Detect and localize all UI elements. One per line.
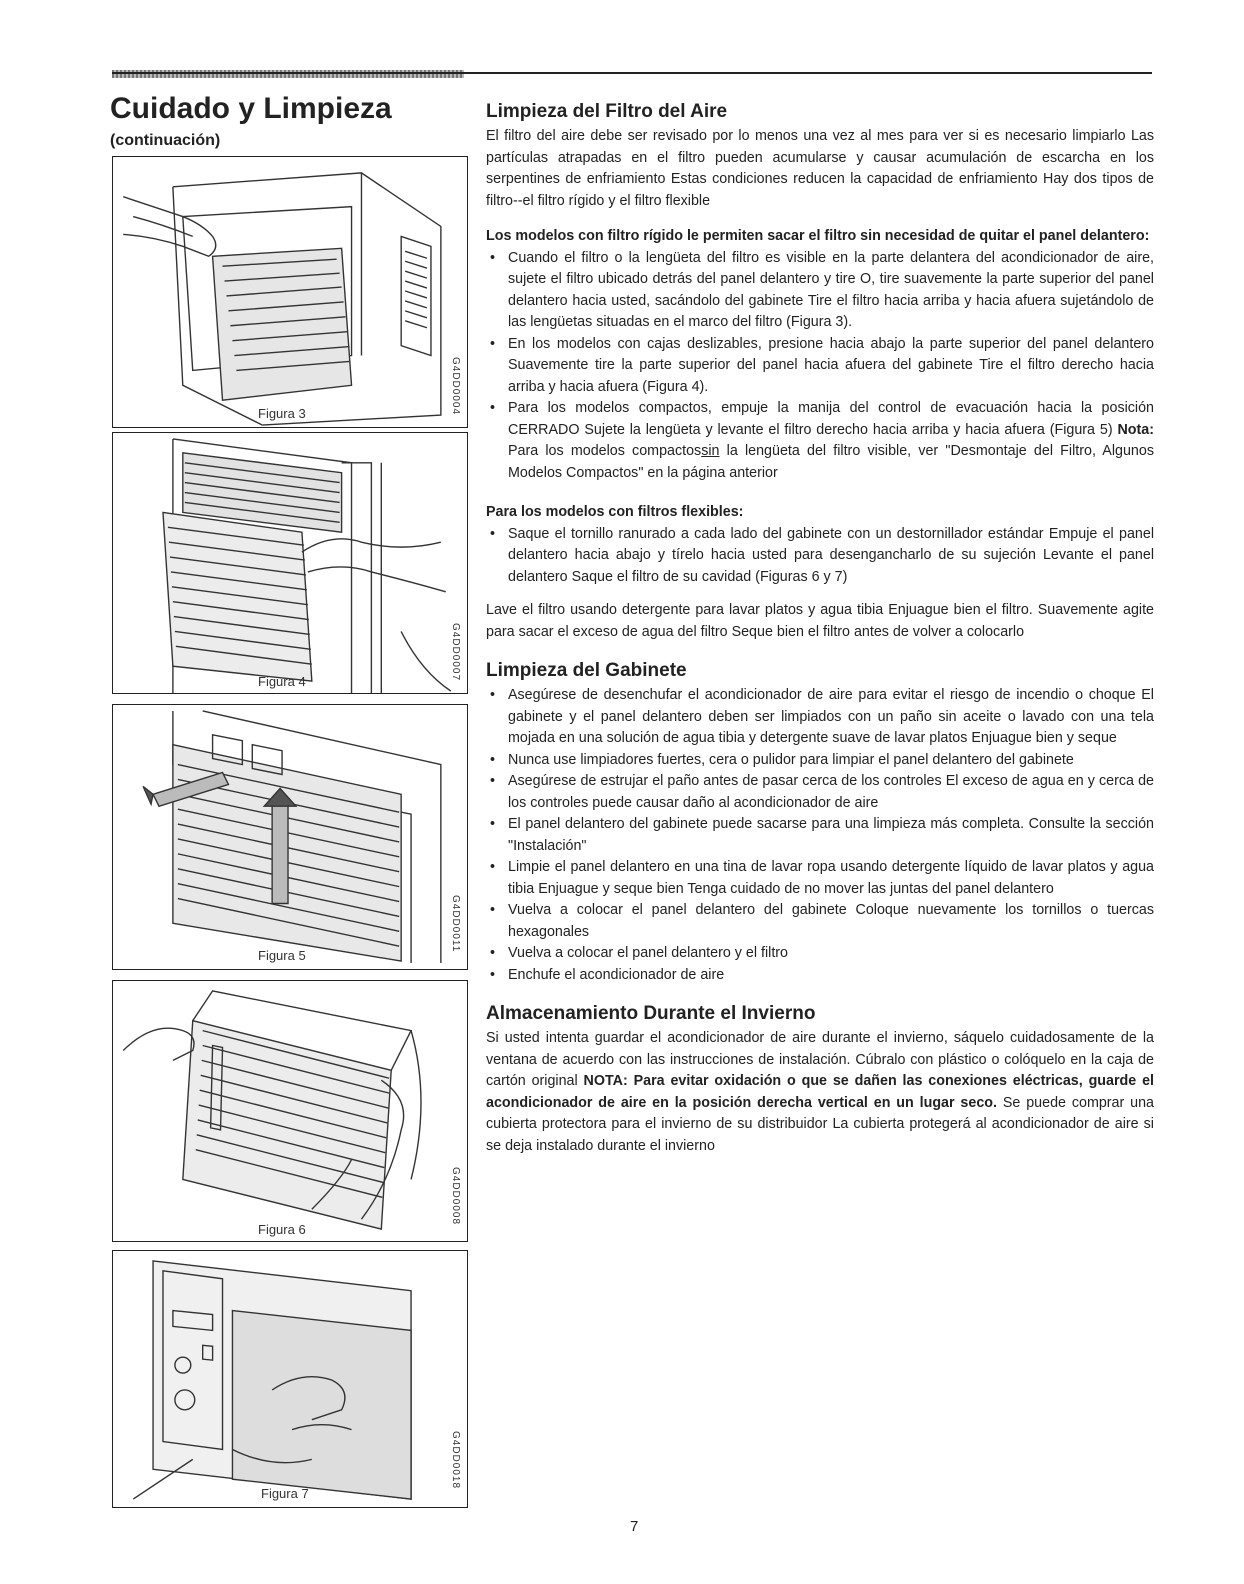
cabinet-section-title: Limpieza del Gabinete [486, 660, 687, 681]
figure-3-illustration [113, 157, 467, 427]
list-item: • Limpie el panel delantero en una tina de lavar ropa usando detergente líquido de lavar platos y agua tibia Enjuague y seque bien Tenga cuidado de no mover las juntas del panel delantero [486, 857, 1154, 900]
list-item [486, 398, 1154, 484]
winter-section-title: Almacenamiento Durante el Invierno [486, 1003, 816, 1024]
page-number: 7 [630, 1518, 639, 1535]
filter-intro: El filtro del aire debe ser revisado por lo menos una vez al mes para ver si es necesario limpiarlo Las partículas atrapadas en el filtro pueden acumularse y causar acumulación de escarcha en los serpentines de enfriamiento Estas condiciones reducen la capacidad de enfriamiento Hay dos tipos de filtro--el filtro rígido y el filtro flexible [486, 128, 1154, 209]
header-rule [112, 72, 1152, 74]
list-item: • Enchufe el acondicionador de aire [486, 965, 1154, 987]
figure-3 [112, 156, 468, 428]
figure-caption: Figura 5 [258, 948, 306, 963]
compact-text-after: la lengüeta del filtro visible, ver "Desmontaje del Filtro, Algunos Modelos Compactos" en la página anterior [508, 443, 1154, 481]
figure-caption: Figura 7 [261, 1486, 309, 1501]
winter-text-after: Se puede comprar una cubierta protectora para el invierno de su distribuidor La cubierta protegerá al acondicionador de aire si se deja instalado durante el invierno [486, 1094, 1154, 1154]
list-item: • En los modelos con cajas deslizables, presione hacia abajo la parte superior del panel delantero Suavemente tire la parte superior del panel hacia afuera del gabinete Tire el filtro derecho hacia arriba y hacia afuera (Figura 4). [486, 334, 1154, 399]
list-item: • Saque el tornillo ranurado a cada lado del gabinete con un destornillador estándar Empuje el panel delantero hacia abajo y tírelo hacia usted para desengancharlo de su sujeción Levante el panel delantero Saque el filtro de su cavidad (Figuras 6 y 7) [486, 524, 1154, 589]
wash-instructions: Lave el filtro usando detergente para lavar platos y agua tibia Enjuague bien el filtro. Suavemente agite para sacar el exceso de agua del filtro Seque bien el filtro antes de volver a colocarlo [486, 602, 1154, 640]
figure-code: G4DD0004 [450, 357, 461, 416]
figure-code: G4DD0018 [450, 1431, 461, 1490]
figure-caption: Figura 6 [258, 1222, 306, 1237]
list-item: • El panel delantero del gabinete puede sacarse para una limpieza más completa. Consulte la sección "Instalación" [486, 814, 1154, 857]
list-item: • Vuelva a colocar el panel delantero y el filtro [486, 943, 1154, 965]
cabinet-list [486, 685, 1154, 986]
list-item: • Nunca use limpiadores fuertes, cera o pulidor para limpiar el panel delantero del gabinete [486, 750, 1154, 772]
figure-6 [112, 980, 468, 1242]
figure-5-illustration [113, 705, 467, 969]
flexible-filter-heading: Para los modelos con filtros flexibles: [486, 504, 744, 520]
figure-code: G4DD0011 [450, 895, 461, 953]
underlined-word: sin [701, 443, 720, 459]
figure-5 [112, 704, 468, 970]
rigid-filter-heading: Los modelos con filtro rígido le permiten sacar el filtro sin necesidad de quitar el panel delantero: [486, 228, 1150, 244]
content-column [486, 100, 1154, 1157]
note-label: Nota: [1117, 421, 1154, 438]
figure-code: G4DD0008 [450, 1167, 461, 1226]
figure-7 [112, 1250, 468, 1508]
list-item: • Asegúrese de estrujar el paño antes de pasar cerca de los controles El exceso de agua en y cerca de los controles puede causar daño al acondicionador de aire [486, 771, 1154, 814]
figure-4-illustration [113, 433, 467, 693]
flexible-filter-list [486, 524, 1154, 589]
winter-text-before: Si usted intenta guardar el acondicionador de aire durante el invierno, sáquelo cuidadosamente de la ventana de acuerdo con las instrucciones de instalación. Cúbralo con plástico o colóquelo en la caja de cartón original [486, 1030, 1154, 1089]
rigid-filter-list [486, 248, 1154, 485]
list-item: • Vuelva a colocar el panel delantero del gabinete Coloque nuevamente los tornillos o tuercas hexagonales [486, 900, 1154, 943]
figure-caption: Figura 4 [258, 674, 306, 689]
winter-text [486, 1028, 1154, 1157]
page-subtitle: (continuación) [110, 132, 221, 149]
figure-4 [112, 432, 468, 694]
compact-text-mid: Para los modelos compactos [508, 443, 702, 459]
figure-6-illustration [113, 981, 467, 1241]
list-item: • Asegúrese de desenchufar el acondicionador de aire para evitar el riesgo de incendio o choque El gabinete y el panel delantero deben ser limpiados con un paño sin aceite o lavado con una tela mojada en una solución de agua tibia y detergente suave de lavar platos Enjuague bien y seque [486, 685, 1154, 750]
page-title: Cuidado y Limpieza [110, 92, 392, 125]
list-item: • Cuando el filtro o la lengüeta del filtro es visible en la parte delantera del acondicionador de aire, sujete el filtro ubicado detrás del panel delantero y tire O, tire suavemente la parte superior del panel delantero hacia usted, sacándolo del gabinete Tire el filtro hacia arriba y hacia afuera sujetándolo de las lengüetas situadas en el marco del filtro (Figura 3). [486, 248, 1154, 334]
filter-section-title: Limpieza del Filtro del Aire [486, 101, 728, 122]
figure-code: G4DD0007 [450, 623, 461, 682]
figure-caption: Figura 3 [258, 406, 306, 421]
figure-7-illustration [113, 1251, 467, 1507]
winter-note: NOTA: Para evitar oxidación o que se dañen las conexiones eléctricas, guarde el acondicionador de aire en la posición derecha vertical en un lugar seco. [486, 1073, 1154, 1111]
compact-text-before: Para los modelos compactos, empuje la manija del control de evacuación hacia la posición CERRADO Sujete la lengüeta y levante el filtro derecho hacia arriba y hacia afuera (Figura 5) [508, 400, 1154, 438]
